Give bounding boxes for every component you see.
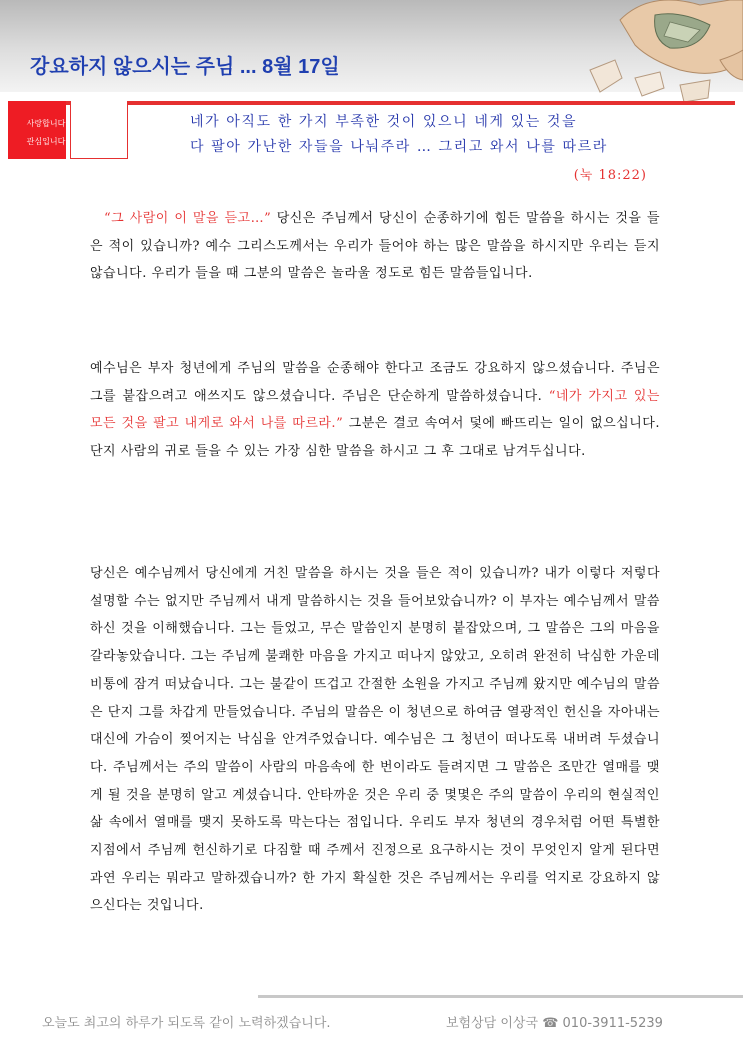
verse-line-1: 네가 아직도 한 가지 부족한 것이 있으니 네게 있는 것을 [190,114,578,130]
footer-divider [258,995,743,998]
page-title: 강요하지 않으시는 주님 ... 8월 17일 [30,56,340,78]
verse-line-2: 다 팔아 가난한 자들을 나눠주라 … 그리고 와서 나를 따르라 [190,139,608,155]
scripture-verse [190,110,608,160]
broken-eggshell-illustration [560,0,743,105]
phone-number: 010-3911-5239 [562,1016,663,1031]
paragraph-1-text: 당신은 주님께서 당신이 순종하기에 힘든 말씀을 하시는 것을 들은 적이 있습니까? 예수 그리스도께서는 우리가 들어야 하는 많은 말씀을 하시지만 우리는 듣지 않습니다. 우리가 들을 때 그분의 말씀은 놀라울 정도로 힘든 말씀들입니다. [90,211,661,282]
contact-label: 보험상담 이상국 [446,1016,539,1031]
paragraph-3: 당신은 예수님께서 당신에게 거친 말씀을 하시는 것을 들은 적이 있습니까? 내가 이렇다 저렇다 설명할 수는 없지만 주님께서 내게 말씀하시는 것을 들어보았습니까? 이 부자는 예수님께서 말씀하신 것을 이해했습니다. 그는 들었고, 무슨 말씀인지 분명히 붙잡았으며, 그 말씀은 그의 마음을 갈라놓았습니다. 그는 주님께 불쾌한 마음을 가지고 떠나지 않았고, 오히려 완전히 낙심한 가운데 비통에 잠겨 떠났습니다. 그는 불같이 뜨겁고 간절한 소원을 가지고 주님께 왔지만 예수님의 말씀은 단지 그를 차갑게 만들었습니다. 주님의 말씀은 이 청년으로 하여금 열광적인 헌신을 자아내는 대신에 가슴이 찢어지는 낙심을 안겨주었습니다. 예수님은 그 청년이 떠나도록 내버려 두셨습니다. 주님께서는 주의 말씀이 사람의 마음속에 한 번이라도 들려지면 그 말씀은 조만간 열매를 맺게 될 것을 분명히 알고 계셨습니다. 안타까운 것은 우리 중 몇몇은 주의 말씀이 우리의 현실적인 삶 속에서 열매를 맺지 못하도록 막는다는 점입니다. 우리도 부자 청년의 경우처럼 어떤 특별한 지점에서 주님께 헌신하기로 다짐할 때 주께서 진정으로 요구하시는 것이 무엇인지 알게 된다면 과연 우리는 뭐라고 말하겠습니까? 한 가지 확실한 것은 주님께서는 우리를 억지로 강요하지 않으신다는 것입니다. [90,566,660,914]
side-label-box [8,101,66,159]
paragraph-2 [90,355,660,466]
side-label-line-1: 사랑합니다 [26,119,66,128]
paragraph-2-text-before: 예수님은 부자 청년에게 주님의 말씀을 순종해야 한다고 조금도 강요하지 않으셨습니다. 주님은 그를 붙잡으려고 애쓰지도 않으셨습니다. 주님은 단순하게 말씀하셨습니다. [90,361,660,404]
paragraph-1 [90,205,660,288]
verse-reference: (눅 18:22) [573,168,647,183]
footer-slogan: 오늘도 최고의 하루가 되도록 같이 노력하겠습니다. [42,1016,331,1031]
side-blank-box [70,101,128,159]
paragraph-2-text-after: 그분은 결코 속여서 덫에 빠뜨리는 일이 없으십니다. 단지 사람의 귀로 들을 수 있는 가장 심한 말씀을 하시고 그 후 그대로 남겨두십니다. [90,416,660,460]
paragraph-1-quote: “그 사람이 이 말을 듣고…” [104,211,272,226]
phone-icon: ☎ [542,1016,559,1031]
footer-contact [446,1012,663,1031]
paragraph-2-quote: “네가 가지고 있는 모든 것을 팔고 내게로 와서 나를 따르라.” [90,388,660,432]
side-label-line-2: 관심입니다 [26,137,66,146]
